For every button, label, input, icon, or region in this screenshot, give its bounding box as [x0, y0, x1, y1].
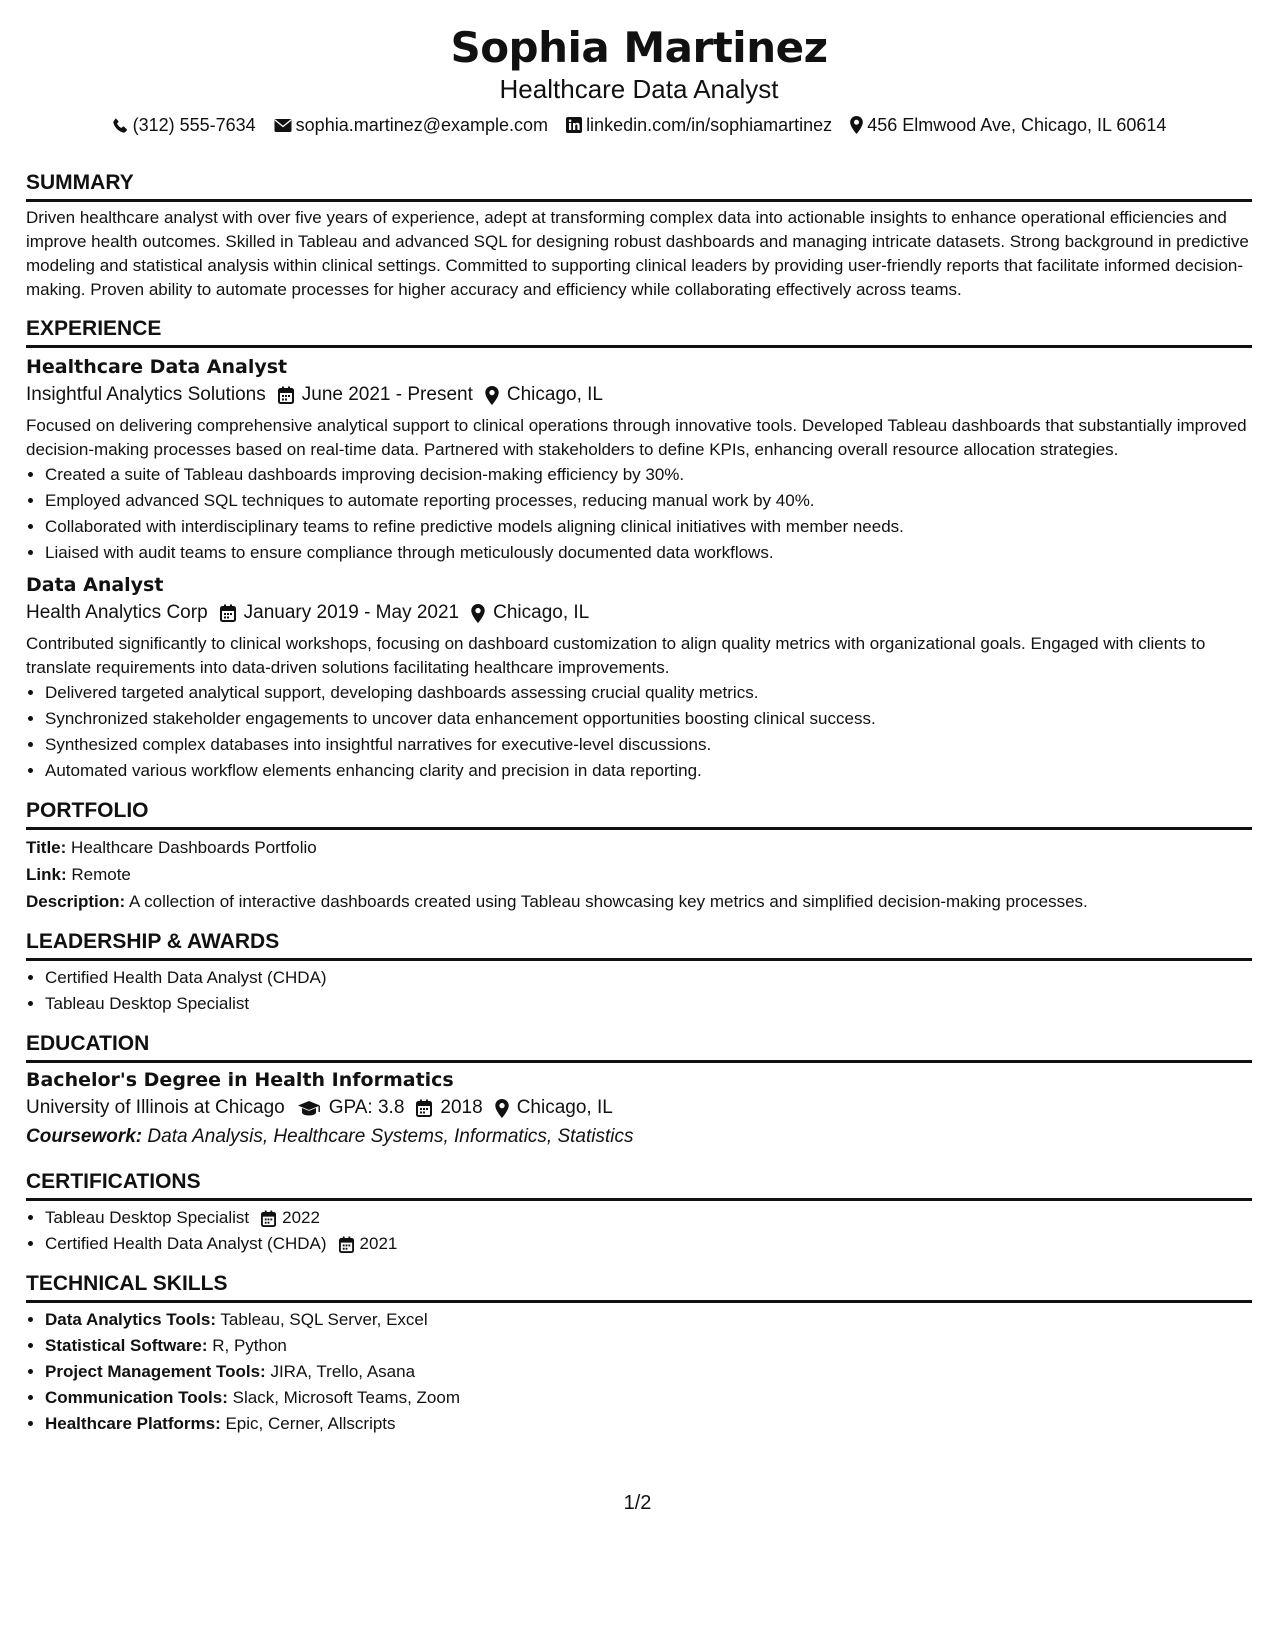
skills-list	[26, 1307, 1252, 1437]
list-item	[45, 1359, 1252, 1385]
map-pin-icon	[495, 1099, 509, 1118]
education-section	[26, 1031, 1252, 1151]
job-entry	[26, 572, 1252, 784]
page-number: 1/2	[623, 1492, 652, 1514]
list-item	[45, 1307, 1252, 1333]
job-title: Data Analyst	[26, 574, 164, 596]
graduation-cap-icon	[297, 1100, 321, 1117]
job-location-text: Chicago, IL	[506, 384, 603, 405]
calendar-icon	[261, 1210, 276, 1227]
portfolio-title: Healthcare Dashboards Portfolio	[71, 838, 317, 857]
field-label: Title:	[26, 838, 67, 857]
section-title: CERTIFICATIONS	[26, 1169, 1252, 1201]
field-label: Description:	[26, 892, 126, 911]
degree-title: Bachelor's Degree in Health Informatics	[26, 1069, 454, 1091]
coursework-row	[26, 1123, 1252, 1151]
portfolio-section	[26, 798, 1252, 915]
list-item: • Certified Health Data Analyst (CHDA)	[45, 965, 1252, 991]
portfolio-title-row	[26, 834, 1252, 861]
portfolio-description-row	[26, 888, 1252, 915]
contact-bar	[26, 114, 1252, 136]
leadership-section	[26, 929, 1252, 1017]
resume-page	[26, 0, 1252, 1437]
job-description: Focused on delivering comprehensive analytical support to clinical operations through innovative tools. Developed Tableau dashboards that substantially improved decision-making processes based on real-time data. Partnered with stakeholders to define KPIs, enhancing overall resource allocation strategies.	[26, 416, 1247, 459]
cert-name: • Certified Health Data Analyst (CHDA)	[45, 1234, 327, 1253]
skill-value: Tableau, SQL Server, Excel	[220, 1310, 428, 1329]
skill-label: Communication Tools:	[45, 1388, 228, 1407]
portfolio-description: A collection of interactive dashboards created using Tableau showcasing key metrics and simplified decision-making processes.	[128, 892, 1088, 911]
list-item: • Collaborated with interdisciplinary teams to refine predictive models aligning clinical initiatives with member needs.	[45, 514, 1252, 540]
field-label: Link:	[26, 865, 67, 884]
experience-section	[26, 316, 1252, 784]
job-dates-text: June 2021 - Present	[301, 384, 473, 405]
education-location	[495, 1093, 613, 1123]
list-item: • Delivered targeted analytical support, developing dashboards assessing crucial quality metrics.	[45, 680, 1252, 706]
candidate-name: Sophia Martinez	[450, 23, 828, 72]
section-title: TECHNICAL SKILLS	[26, 1271, 1252, 1303]
envelope-icon	[274, 118, 292, 133]
skill-value: Slack, Microsoft Teams, Zoom	[232, 1388, 460, 1407]
skill-label: Statistical Software:	[45, 1336, 208, 1355]
contact-phone	[112, 114, 256, 136]
skills-section	[26, 1271, 1252, 1437]
skill-value: R, Python	[212, 1336, 287, 1355]
gpa-text: GPA: 3.8	[328, 1097, 405, 1118]
list-item	[45, 1333, 1252, 1359]
certifications-section	[26, 1169, 1252, 1257]
list-item: • Liaised with audit teams to ensure compliance through meticulously documented data workflows.	[45, 540, 1252, 566]
job-meta	[26, 598, 1252, 628]
list-item	[45, 1205, 1252, 1231]
list-item: • Created a suite of Tableau dashboards improving decision-making efficiency by 30%.	[45, 462, 1252, 488]
job-company: Health Analytics Corp	[26, 602, 208, 623]
education-gpa	[297, 1093, 405, 1123]
coursework-label: Coursework:	[26, 1126, 143, 1147]
calendar-icon	[416, 1099, 432, 1117]
job-location-text: Chicago, IL	[493, 602, 590, 623]
contact-linkedin[interactable]	[566, 114, 832, 136]
calendar-icon	[220, 604, 236, 622]
job-company: Insightful Analytics Solutions	[26, 384, 266, 405]
portfolio-link[interactable]: Remote	[71, 865, 131, 884]
year-text: 2018	[440, 1097, 483, 1118]
calendar-icon	[339, 1236, 354, 1253]
email-text[interactable]: sophia.martinez@example.com	[295, 115, 549, 135]
education-meta	[26, 1093, 1252, 1123]
section-title: LEADERSHIP & AWARDS	[26, 929, 1252, 961]
job-dates-text: January 2019 - May 2021	[243, 602, 460, 623]
school-name: University of Illinois at Chicago	[26, 1097, 285, 1118]
list-item	[45, 1385, 1252, 1411]
contact-address	[850, 114, 1166, 136]
job-bullets	[26, 462, 1252, 566]
job-dates	[278, 380, 473, 410]
resume-header	[26, 24, 1252, 136]
job-title: Healthcare Data Analyst	[26, 356, 288, 378]
list-item	[45, 1411, 1252, 1437]
list-item: • Employed advanced SQL techniques to automate reporting processes, reducing manual work by 40%.	[45, 488, 1252, 514]
cert-name: • Tableau Desktop Specialist	[45, 1208, 250, 1227]
linkedin-icon	[566, 117, 582, 133]
certifications-list	[26, 1205, 1252, 1257]
phone-icon	[112, 117, 129, 134]
job-description: Contributed significantly to clinical workshops, focusing on dashboard customization to align quality metrics with organizational goals. Engaged with clients to translate requirements into data-driven solutions facilitating healthcare improvements.	[26, 634, 1206, 677]
skill-value: Epic, Cerner, Allscripts	[225, 1414, 396, 1433]
section-title: EXPERIENCE	[26, 316, 1252, 348]
job-bullets	[26, 680, 1252, 784]
skill-label: Project Management Tools:	[45, 1362, 266, 1381]
address-text: 456 Elmwood Ave, Chicago, IL 60614	[867, 115, 1167, 135]
list-item: • Automated various workflow elements enhancing clarity and precision in data reporting.	[45, 758, 1252, 784]
job-meta	[26, 380, 1252, 410]
section-title: SUMMARY	[26, 170, 1252, 202]
list-item: • Synthesized complex databases into insightful narratives for executive-level discussions.	[45, 732, 1252, 758]
section-title: PORTFOLIO	[26, 798, 1252, 830]
list-item: • Synchronized stakeholder engagements to uncover data enhancement opportunities boosting clinical success.	[45, 706, 1252, 732]
education-year	[416, 1093, 482, 1123]
summary-text: Driven healthcare analyst with over five years of experience, adept at transforming complex data into actionable insights to enhance operational efficiencies and improve health outcomes. Skilled in Tableau and advanced SQL for designing robust dashboards and managing intricate datasets. Strong background in predictive modeling and statistical analysis within clinical settings. Committed to supporting clinical leaders by providing user-friendly reports that facilitate informed decision-making. Proven ability to automate processes for higher accuracy and efficiency while collaborating effectively across teams.	[26, 208, 1249, 299]
linkedin-text[interactable]: linkedin.com/in/sophiamartinez	[586, 115, 833, 135]
phone-text: (312) 555-7634	[132, 115, 256, 135]
map-pin-icon	[485, 386, 499, 405]
job-location	[471, 598, 589, 628]
coursework-text: Data Analysis, Healthcare Systems, Informatics, Statistics	[147, 1126, 634, 1147]
list-item: • Tableau Desktop Specialist	[45, 991, 1252, 1017]
location-text: Chicago, IL	[516, 1097, 613, 1118]
map-pin-icon	[471, 604, 485, 623]
skill-label: Data Analytics Tools:	[45, 1310, 216, 1329]
portfolio-link-row	[26, 861, 1252, 888]
cert-year: 2022	[282, 1208, 320, 1227]
list-item	[45, 1231, 1252, 1257]
cert-year: 2021	[359, 1234, 398, 1253]
awards-list	[26, 965, 1252, 1017]
skill-label: Healthcare Platforms:	[45, 1414, 221, 1433]
section-title: EDUCATION	[26, 1031, 1252, 1063]
candidate-role: Healthcare Data Analyst	[499, 74, 779, 104]
map-pin-icon	[850, 116, 863, 134]
skill-value: JIRA, Trello, Asana	[270, 1362, 416, 1381]
job-location	[485, 380, 603, 410]
job-entry	[26, 354, 1252, 566]
contact-email[interactable]	[274, 114, 548, 136]
summary-section	[26, 170, 1252, 302]
job-dates	[220, 598, 459, 628]
calendar-icon	[278, 386, 294, 404]
